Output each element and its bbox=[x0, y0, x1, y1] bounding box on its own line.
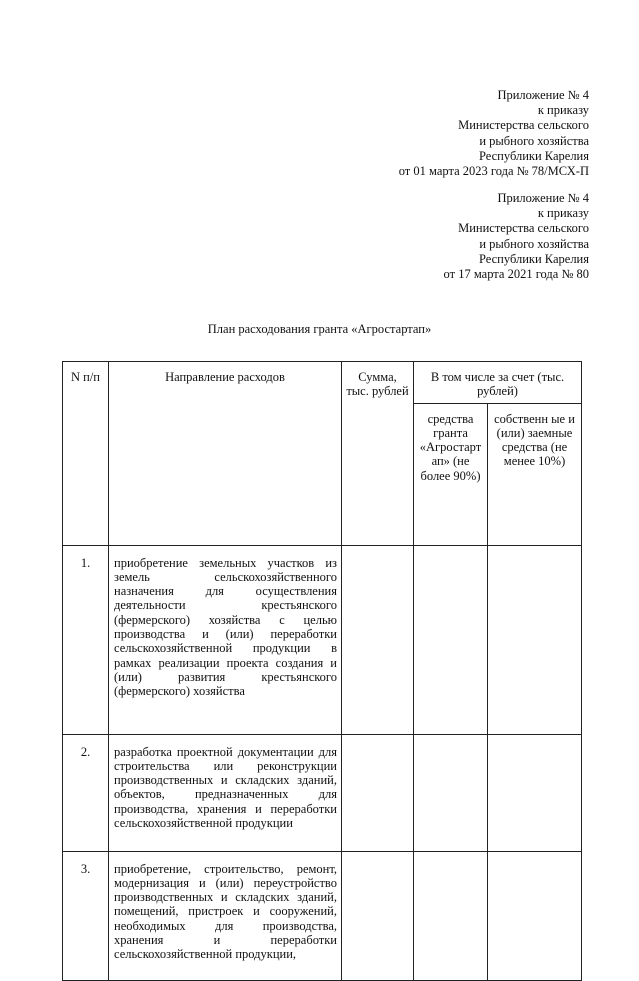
table-header-row bbox=[63, 362, 582, 404]
appendix-line: Министерства сельского bbox=[458, 221, 589, 236]
header-grant-funds: средства гранта «Агростарт ап» (не более 90%) bbox=[414, 403, 488, 545]
appendix-header-current bbox=[399, 88, 589, 179]
table-row bbox=[63, 851, 582, 980]
appendix-line: Республики Карелия bbox=[478, 148, 589, 163]
row-number: 3. bbox=[63, 851, 109, 980]
appendix-header-original bbox=[444, 191, 589, 282]
header-sum: Сумма, тыс. рублей bbox=[342, 362, 414, 546]
row-sum bbox=[342, 851, 414, 980]
appendix-line: Приложение № 4 bbox=[497, 88, 589, 102]
row-grant bbox=[414, 851, 488, 980]
appendix-line: Приложение № 4 bbox=[497, 191, 589, 205]
row-number: 1. bbox=[63, 545, 109, 734]
row-grant bbox=[414, 734, 488, 851]
row-direction: приобретение земельных участков из земель сельскохозяйственного назначения для осуществления деятельности крестьянского (фермерского) хозяйства с целью производства и (или) переработки сельскохозяйственной продукции в рамках реализации проекта создания и (или) развития крестьянского (фермерского) хозяйства bbox=[109, 545, 342, 734]
document-title: План расходования гранта «Агростартап» bbox=[207, 322, 432, 336]
row-own bbox=[488, 545, 582, 734]
row-number: 2. bbox=[63, 734, 109, 851]
appendix-line: от 01 марта 2023 года № 78/МСХ-П bbox=[398, 164, 589, 179]
appendix-line: и рыбного хозяйства bbox=[479, 236, 589, 251]
table-row bbox=[63, 545, 582, 734]
appendix-line: к приказу bbox=[537, 103, 589, 118]
appendix-line: Республики Карелия bbox=[478, 251, 589, 266]
appendix-line: Министерства сельского bbox=[458, 118, 589, 133]
appendix-line: к приказу bbox=[537, 206, 589, 221]
appendix-line: от 17 марта 2021 года № 80 bbox=[443, 267, 589, 282]
header-direction: Направление расходов bbox=[109, 362, 342, 546]
header-own-funds: собственн ые и (или) заемные средства (не менее 10%) bbox=[488, 403, 582, 545]
header-number: N п/п bbox=[63, 362, 109, 546]
appendix-line: и рыбного хозяйства bbox=[479, 133, 589, 148]
row-own bbox=[488, 734, 582, 851]
header-including: В том числе за счет (тыс. рублей) bbox=[414, 362, 582, 404]
row-direction: приобретение, строительство, ремонт, модернизация и (или) переустройство производственных и складских зданий, помещений, пристроек и сооружений, необходимых для производства, хранения и переработки сельскохозяйственной продукции, bbox=[109, 851, 342, 980]
row-grant bbox=[414, 545, 488, 734]
row-sum bbox=[342, 545, 414, 734]
row-own bbox=[488, 851, 582, 980]
grant-spending-table bbox=[62, 361, 582, 981]
row-direction: разработка проектной документации для строительства или реконструкции производственных и складских зданий, объектов, предназначенных для производства, хранения и переработки сельскохозяйственной продукции bbox=[109, 734, 342, 851]
table-row bbox=[63, 734, 582, 851]
row-sum bbox=[342, 734, 414, 851]
